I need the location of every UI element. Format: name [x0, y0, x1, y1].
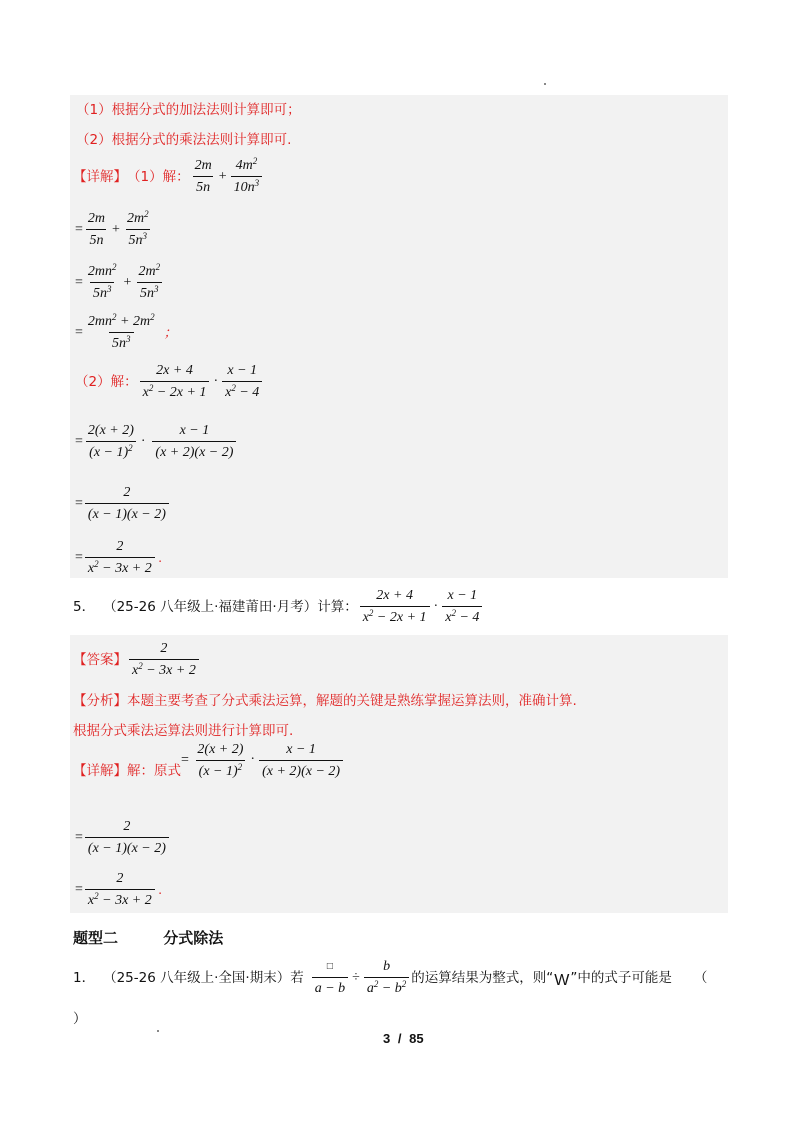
step-1c: = $\frac{2mn^2 + 2m^2}{5n^3}$ ； [75, 312, 178, 351]
q1-paren-close: ） [73, 1011, 87, 1027]
question-5: 5． （25-26 八年级上·福建莆田·月考）计算： $\frac{2x + 4}{x^2 - 2x + 1}$ · $\frac{x - 1}{x^2 - 4}$ [73, 587, 484, 626]
detail-part1-row [73, 157, 264, 196]
page-sep: / [397, 1031, 402, 1046]
semicolon-1: ； [163, 324, 178, 340]
q1-source: （25-26 八年级上·全国·期末）若 [103, 969, 304, 986]
section-title: 题型二 [73, 929, 119, 947]
period-2: . [158, 881, 163, 897]
note-line-2: （2）根据分式的乘法法则计算即可. [76, 132, 292, 148]
page-number [383, 1031, 424, 1046]
q1-mid: 的运算结果为整式，则“ [411, 969, 554, 986]
expr-1: $\frac{2m}{5n}$ + $\frac{4m^2}{10n^3}$ [190, 157, 265, 196]
step-2b: = $\frac{2}{(x - 1)(x - 2)}$ [75, 484, 171, 523]
q1-paren-open: （ [693, 969, 708, 986]
page-current: 3 [383, 1031, 391, 1046]
analysis-text: 本题主要考查了分式乘法运算，解题的关键是熟练掌握运算法则，准确计算. [127, 693, 577, 709]
answer-tag: 【答案】 [73, 651, 127, 668]
scan-dot [544, 83, 546, 85]
note-line-1: （1）根据分式的加法法则计算即可； [76, 102, 301, 118]
q1-number: 1． [73, 969, 96, 986]
q5-detail-prefix: 解：原式 [127, 763, 181, 779]
detail-part2-label: （2）解： [75, 373, 138, 390]
step-1a: = $\frac{2m}{5n}$ + $\frac{2m^2}{5n^3}$ [75, 209, 149, 248]
q5-detail-tag: 【详解】 [73, 763, 127, 779]
page-total: 85 [409, 1031, 424, 1046]
step-1b: = $\frac{2mn^2}{5n^3}$ + $\frac{2m^2}{5n^3}$ [75, 262, 161, 301]
answer-row: 【答案】 $\frac{2}{x^2 - 3x + 2}$ [73, 640, 201, 679]
section-heading [73, 927, 223, 948]
q5-step-c: = $\frac{2}{x^2 - 3x + 2}$ . [75, 871, 163, 908]
analysis-line2: 根据分式乘法运算法则进行计算即可. [73, 723, 294, 739]
period-1: . [158, 549, 163, 565]
question-1: 1． （25-26 八年级上·全国·期末）若 $\frac{□}{a - b}$ ÷ $\frac{b}{a^2 - b^2}$ 的运算结果为整式，则“ W ”中的式子可能是 （ [73, 959, 708, 996]
step-2c: = $\frac{2}{x^2 - 3x + 2}$ . [75, 539, 163, 576]
q1-end: ”中的式子可能是 [570, 969, 672, 986]
q5-number: 5． [73, 598, 96, 615]
detail-tag: 【详解】 [73, 168, 127, 185]
q1-placeholder: W [554, 971, 570, 989]
analysis-tag: 【分析】 [73, 693, 127, 709]
analysis-row [73, 692, 577, 710]
detail-part1-label: （1）解： [127, 168, 190, 185]
q5-detail-row: 【详解】 解：原式 = $\frac{2(x + 2)}{(x - 1)^2}$ · $\frac{x - 1}{(x + 2)(x - 2)}$ [73, 748, 345, 780]
step-2a: = $\frac{2(x + 2)}{(x - 1)^2}$ · $\frac{x - 1}{(x + 2)(x - 2)}$ [75, 422, 241, 461]
q5-source: （25-26 八年级上·福建莆田·月考）计算： [103, 598, 358, 615]
detail-part2-row: （2）解： $\frac{2x + 4}{x^2 - 2x + 1}$ · $\frac{x - 1}{x^2 - 4}$ [75, 362, 264, 401]
section-name: 分式除法 [163, 929, 224, 947]
scan-dot [157, 1030, 159, 1032]
q5-step-b: = $\frac{2}{(x - 1)(x - 2)}$ [75, 818, 171, 857]
